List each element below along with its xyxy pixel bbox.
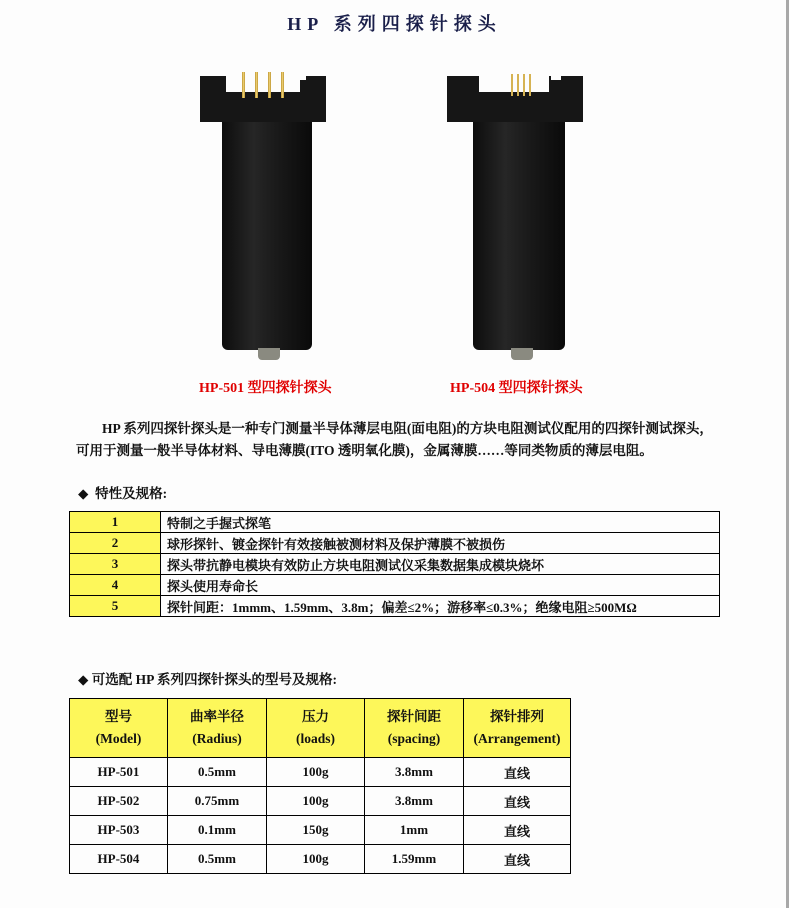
cell-arrangement: 直线 bbox=[464, 787, 571, 816]
table-row bbox=[70, 575, 720, 596]
table-row bbox=[70, 554, 720, 575]
table-row bbox=[70, 596, 720, 617]
cell-arrangement: 直线 bbox=[464, 758, 571, 787]
feature-text: 球形探针、镀金探针有效接触被测材料及保护薄膜不被损伤 bbox=[161, 533, 720, 554]
feature-text: 特制之手握式探笔 bbox=[161, 512, 720, 533]
cell-model: HP-502 bbox=[70, 787, 168, 816]
cell-spacing: 3.8mm bbox=[365, 787, 464, 816]
header-loads bbox=[267, 699, 365, 758]
cell-radius: 0.1mm bbox=[168, 816, 267, 845]
models-heading-text: 可选配 HP 系列四探针探头的型号及规格: bbox=[91, 672, 338, 687]
caption-hp-504: HP-504 型四探针探头 bbox=[450, 381, 583, 396]
cell-model: HP-503 bbox=[70, 816, 168, 845]
cell-radius: 0.75mm bbox=[168, 787, 267, 816]
cell-spacing: 1.59mm bbox=[365, 845, 464, 874]
cell-spacing: 1mm bbox=[365, 816, 464, 845]
caption-hp-501: HP-501 型四探针探头 bbox=[199, 381, 332, 396]
feature-num: 2 bbox=[70, 533, 161, 554]
cell-spacing: 3.8mm bbox=[365, 758, 464, 787]
cell-radius: 0.5mm bbox=[168, 845, 267, 874]
table-row bbox=[70, 758, 571, 787]
cell-arrangement: 直线 bbox=[464, 816, 571, 845]
features-table bbox=[69, 511, 720, 617]
feature-num: 3 bbox=[70, 554, 161, 575]
table-row bbox=[70, 787, 571, 816]
table-row bbox=[70, 816, 571, 845]
header-cn: 探针排列 bbox=[490, 709, 544, 724]
features-heading-text: 特性及规格: bbox=[95, 486, 168, 501]
header-spacing bbox=[365, 699, 464, 758]
header-en: (spacing) bbox=[387, 731, 441, 746]
header-model bbox=[70, 699, 168, 758]
features-heading bbox=[78, 482, 167, 502]
header-en: (Radius) bbox=[192, 731, 242, 746]
cell-arrangement: 直线 bbox=[464, 845, 571, 874]
models-spec-table bbox=[69, 698, 571, 874]
feature-text: 探针间距：1mmm、1.59mm、3.8m；偏差≤2%；游移率≤0.3%；绝缘电阻≥500MΩ bbox=[161, 596, 720, 617]
header-en: (Arrangement) bbox=[473, 731, 561, 746]
models-heading bbox=[78, 668, 337, 688]
header-cn: 压力 bbox=[302, 709, 329, 724]
header-radius bbox=[168, 699, 267, 758]
cell-model: HP-504 bbox=[70, 845, 168, 874]
feature-num: 4 bbox=[70, 575, 161, 596]
probe-photo-hp-504 bbox=[447, 70, 587, 370]
cell-loads: 100g bbox=[267, 845, 365, 874]
header-arrangement bbox=[464, 699, 571, 758]
header-cn: 曲率半径 bbox=[190, 709, 244, 724]
probe-photo-hp-501 bbox=[200, 70, 330, 370]
description-paragraph bbox=[76, 418, 726, 462]
table-row bbox=[70, 845, 571, 874]
description-text: HP 系列四探针探头是一种专门测量半导体薄层电阻(面电阻)的方块电阻测试仪配用的四探针测试探头，可用于测量一般半导体材料、导电薄膜(ITO 透明氧化膜)，金属薄膜……等同类物质的薄层电阻。 bbox=[76, 421, 713, 458]
feature-num: 5 bbox=[70, 596, 161, 617]
cell-radius: 0.5mm bbox=[168, 758, 267, 787]
cell-loads: 150g bbox=[267, 816, 365, 845]
header-en: (Model) bbox=[95, 731, 142, 746]
header-cn: 型号 bbox=[105, 709, 132, 724]
cell-loads: 100g bbox=[267, 758, 365, 787]
feature-num: 1 bbox=[70, 512, 161, 533]
cell-model: HP-501 bbox=[70, 758, 168, 787]
diamond-bullet-icon: ◆ bbox=[78, 672, 89, 687]
cell-loads: 100g bbox=[267, 787, 365, 816]
feature-text: 探头使用寿命长 bbox=[161, 575, 720, 596]
page-title: HP 系列四探针探头 bbox=[287, 14, 502, 34]
header-cn: 探针间距 bbox=[387, 709, 441, 724]
header-en: (loads) bbox=[295, 731, 335, 746]
feature-text: 探头带抗静电模块有效防止方块电阻测试仪采集数据集成模块烧坏 bbox=[161, 554, 720, 575]
table-header-row bbox=[70, 699, 571, 758]
table-row bbox=[70, 533, 720, 554]
table-row bbox=[70, 512, 720, 533]
diamond-bullet-icon: ◆ bbox=[78, 486, 89, 501]
